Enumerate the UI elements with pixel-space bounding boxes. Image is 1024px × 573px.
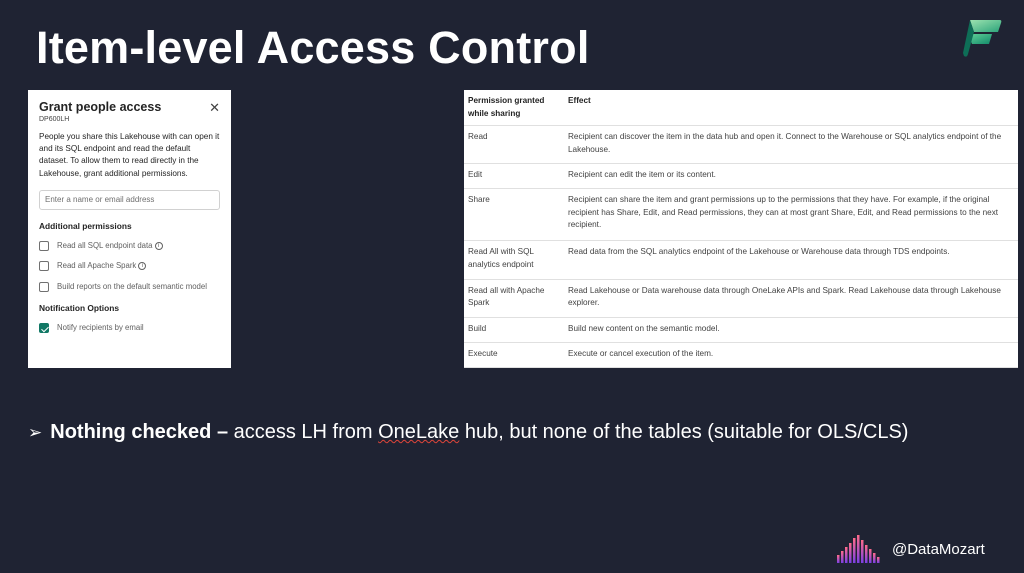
grant-people-access-dialog: [28, 90, 231, 368]
checkbox[interactable]: [39, 241, 49, 251]
checkbox[interactable]: [39, 282, 49, 292]
option-notify-recipients[interactable]: [39, 322, 220, 334]
effect-cell: Recipient can share the item and grant permissions up to the permissions that they have. For example, if the original recipient has Share, Edit, and Read permissions, they can at most grant Share, Edit, and Read permissions to the next recipient.: [564, 189, 1018, 241]
datamozart-logo-icon: [836, 535, 882, 563]
effect-cell: Build new content on the semantic model.: [564, 317, 1018, 342]
table-row: [464, 241, 1018, 279]
effect-cell: Recipient can edit the item or its content.: [564, 164, 1018, 189]
name-email-input[interactable]: Enter a name or email address: [39, 190, 220, 210]
effect-cell: Read data from the SQL analytics endpoint of the Lakehouse or Warehouse data through TDS endpoints.: [564, 241, 1018, 279]
table-row: [464, 317, 1018, 342]
option-label: Notify recipients by email: [57, 323, 144, 333]
option-label: Read all SQL endpoint data: [57, 240, 153, 250]
info-icon[interactable]: i: [138, 262, 146, 270]
info-icon[interactable]: i: [155, 242, 163, 250]
option-label: Build reports on the default semantic model: [57, 281, 207, 291]
option-label: Read all Apache Spark: [57, 261, 137, 271]
permissions-table: [464, 90, 1018, 368]
checkbox[interactable]: [39, 261, 49, 271]
permission-cell: Edit: [464, 164, 564, 189]
effect-cell: Read Lakehouse or Data warehouse data through OneLake APIs and Spark. Read Lakehouse data through Lakehouse explorer.: [564, 279, 1018, 317]
table-row: [464, 164, 1018, 189]
effect-cell: Execute or cancel execution of the item.: [564, 342, 1018, 367]
brand-handle: @DataMozart: [892, 540, 985, 558]
effect-cell: Recipient can discover the item in the data hub and open it. Connect to the Warehouse or SQL analytics endpoint of the Lakehouse.: [564, 126, 1018, 164]
notification-options-heading: Notification Options: [39, 303, 120, 314]
close-icon[interactable]: ✕: [209, 100, 220, 115]
option-build-reports[interactable]: [39, 281, 220, 293]
option-read-apache-spark[interactable]: [39, 260, 220, 272]
brand-footer: [836, 535, 985, 563]
option-read-sql-endpoint[interactable]: [39, 240, 220, 252]
microsoft-fabric-icon: [960, 16, 1004, 60]
dialog-subtitle: DP600LH: [39, 116, 70, 123]
table-row: [464, 279, 1018, 317]
dialog-description: People you share this Lakehouse with can open it and its SQL endpoint and read the default dataset. To allow them to read directly in the Lakehouse, grant additional permissions.: [39, 132, 220, 178]
table-row: [464, 189, 1018, 241]
permission-cell: Build: [464, 317, 564, 342]
header-effect: Effect: [564, 90, 1018, 126]
permission-cell: Read All with SQL analytics endpoint: [464, 241, 564, 279]
permission-cell: Share: [464, 189, 564, 241]
bullet-text-before: access LH from: [228, 421, 379, 443]
table-row: [464, 126, 1018, 164]
slide-title: Item-level Access Control: [36, 22, 590, 73]
bullet-point: [28, 421, 908, 444]
permission-cell: Execute: [464, 342, 564, 367]
table-row: [464, 342, 1018, 367]
permission-cell: Read all with Apache Spark: [464, 279, 564, 317]
bullet-strong: Nothing checked –: [50, 421, 229, 443]
bullet-underlined: OneLake: [378, 421, 460, 443]
dialog-title: Grant people access: [39, 100, 162, 114]
bullet-text-after: hub, but none of the tables (suitable for OLS/CLS): [459, 421, 909, 443]
checkbox-checked[interactable]: [39, 323, 49, 333]
arrow-bullet-icon: ➢: [28, 423, 43, 442]
header-permission: Permission granted while sharing: [464, 90, 564, 126]
permission-cell: Read: [464, 126, 564, 164]
additional-permissions-heading: Additional permissions: [39, 220, 132, 231]
table-header-row: [464, 90, 1018, 126]
